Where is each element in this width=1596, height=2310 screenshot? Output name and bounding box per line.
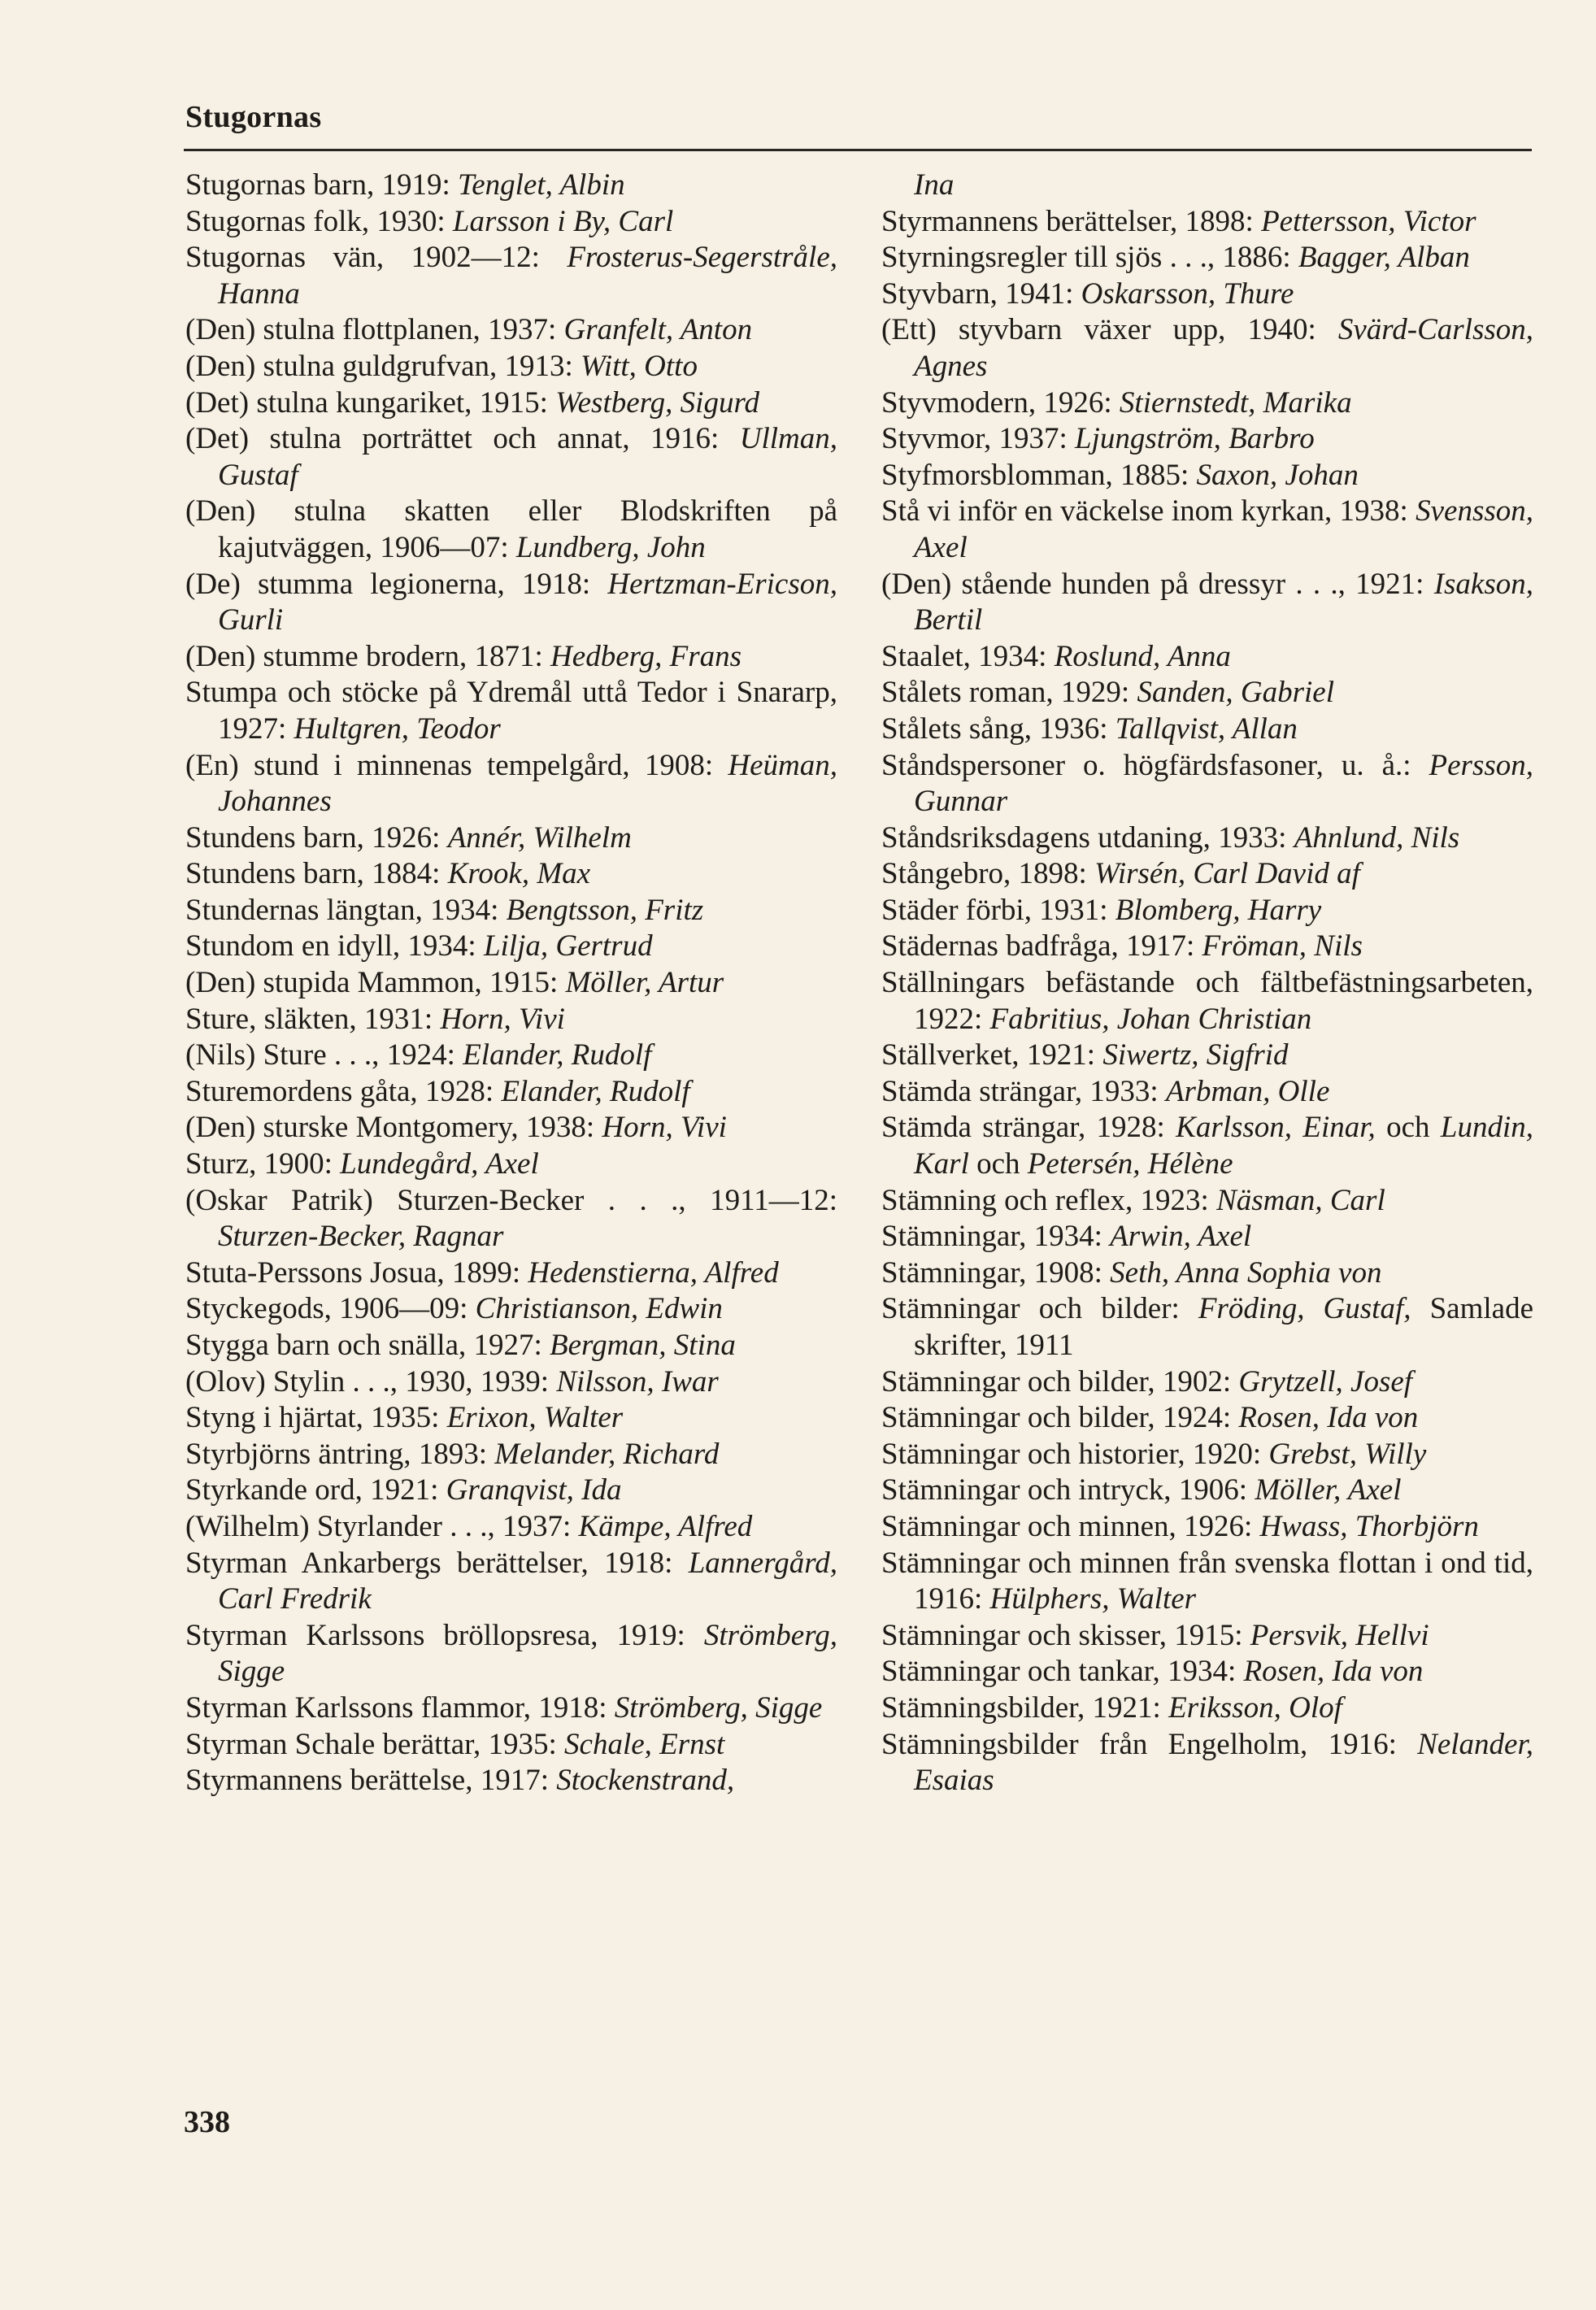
- page-number: 338: [184, 2105, 230, 2139]
- entry-title: Ställningars befästande och fältbefästningsarbeten, 1922:: [881, 966, 1533, 1036]
- entry-title: (Den) sturske Montgomery, 1938:: [185, 1111, 602, 1145]
- entry-author: Rosen, Ida von: [1238, 1401, 1419, 1435]
- index-entry: [185, 820, 837, 857]
- entry-author: Sanden, Gabriel: [1137, 676, 1334, 710]
- index-entry: [881, 675, 1533, 711]
- entry-author: Ljungström, Barbro: [1075, 422, 1315, 456]
- index-entry: [881, 1364, 1533, 1401]
- index-entry: [881, 1690, 1533, 1727]
- entry-author: Oskarsson, Thure: [1081, 276, 1294, 311]
- index-entry: [185, 1074, 837, 1111]
- entry-title: (Nils) Sture . . ., 1924:: [185, 1038, 463, 1072]
- entry-author: Grebst, Willy: [1268, 1437, 1427, 1471]
- entry-author: Blomberg, Harry: [1115, 893, 1322, 927]
- index-entry: [881, 1255, 1533, 1292]
- entry-title: Stämningar och skisser, 1915:: [881, 1618, 1250, 1652]
- entry-title: Stämningsbilder från Engelholm, 1916:: [881, 1727, 1418, 1761]
- index-entry: [185, 639, 837, 676]
- entry-author: Fröding, Gustaf,: [1198, 1292, 1411, 1326]
- entry-title: Styfmorsblomman, 1885:: [881, 458, 1197, 492]
- entry-title: (Den) stulna flottplanen, 1937:: [185, 313, 564, 347]
- entry-author: Hülphers, Walter: [989, 1582, 1197, 1616]
- index-entry: [881, 1727, 1533, 1799]
- index-entry: [185, 675, 837, 747]
- entry-title: Staalet, 1934:: [881, 639, 1055, 673]
- index-entry: [185, 1255, 837, 1292]
- entry-author: Lundberg, John: [515, 530, 706, 564]
- index-entry: [185, 567, 837, 639]
- entry-author: Hultgren, Teodor: [294, 711, 501, 746]
- entry-title: Stämning och reflex, 1923:: [881, 1183, 1217, 1217]
- index-entry: [185, 204, 837, 241]
- entry-author: Elander, Rudolf: [463, 1038, 652, 1072]
- entry-title: Stuta-Perssons Josua, 1899:: [185, 1255, 528, 1290]
- index-entry: [881, 929, 1533, 965]
- index-entry: [185, 1038, 837, 1074]
- entry-title: Styng i hjärtat, 1935:: [185, 1401, 447, 1435]
- index-entry: [881, 748, 1533, 820]
- entry-title: Stundernas längtan, 1934:: [185, 893, 507, 927]
- entry-title: Sturemordens gåta, 1928:: [185, 1074, 502, 1108]
- entry-author: Horn, Vivi: [440, 1002, 565, 1036]
- entry-title: Stångebro, 1898:: [881, 857, 1095, 891]
- entry-author: Möller, Artur: [565, 966, 724, 1000]
- entry-title: Stumpa och stöcke på Ydremål uttå Tedor i Snararp, 1927:: [185, 676, 837, 746]
- entry-author: Strömberg, Sigge: [614, 1690, 823, 1725]
- entry-title: Styrman Karlssons bröllopsresa, 1919:: [185, 1618, 704, 1652]
- index-entry: [185, 1727, 837, 1764]
- running-header: Stugornas: [185, 100, 322, 134]
- entry-author: Strömberg, Sigge: [218, 1618, 837, 1689]
- entry-author: Heüman, Johannes: [218, 748, 837, 819]
- entry-title: Styrman Karlssons flammor, 1918:: [185, 1690, 615, 1725]
- index-entry: [185, 1618, 837, 1690]
- index-entry: [185, 349, 837, 385]
- entry-author: Tallqvist, Allan: [1115, 711, 1298, 746]
- index-entry: [881, 1473, 1533, 1509]
- entry-title: (Den) stulna skatten eller Blodskriften på kajutväggen, 1906—07:: [185, 494, 837, 564]
- entry-title: Styvmor, 1937:: [881, 422, 1076, 456]
- index-entry: [881, 458, 1533, 494]
- index-entry: [881, 204, 1533, 241]
- entry-title: Stämningar och minnen, 1926:: [881, 1509, 1260, 1543]
- index-entry: [881, 1038, 1533, 1074]
- index-entry: [881, 385, 1533, 422]
- entry-title: Sturz, 1900:: [185, 1147, 341, 1181]
- entry-author: Frosterus-Segerstråle, Hanna: [218, 241, 837, 311]
- entry-author: Larsson i By, Carl: [452, 204, 674, 238]
- entry-author: Krook, Max: [447, 857, 591, 891]
- index-entry: [185, 748, 837, 820]
- entry-author: Wirsén, Carl David af: [1094, 857, 1360, 891]
- entry-author: Eriksson, Olof: [1168, 1690, 1342, 1725]
- entry-title: Stålets sång, 1936:: [881, 711, 1115, 746]
- entry-title: Styrman Schale berättar, 1935:: [185, 1727, 565, 1761]
- entry-title: (Ett) styvbarn växer upp, 1940:: [881, 313, 1338, 347]
- entry-title: Stämda strängar, 1928:: [881, 1111, 1176, 1145]
- entry-title: Stämningar, 1934:: [881, 1220, 1111, 1254]
- entry-title: Styrmannens berättelse, 1917:: [185, 1764, 557, 1798]
- entry-title: (Den) stumme brodern, 1871:: [185, 639, 551, 673]
- index-entry: [881, 276, 1533, 313]
- index-entry: [881, 494, 1533, 566]
- entry-title: Stugornas barn, 1919:: [185, 168, 459, 202]
- entry-author: Nelander, Esaias: [914, 1727, 1533, 1798]
- entry-title: Ståndsriksdagens utdaning, 1933:: [881, 820, 1294, 855]
- entry-title: (Det) stulna porträttet och annat, 1916:: [185, 422, 740, 456]
- entry-author: Arbman, Olle: [1165, 1074, 1330, 1108]
- entry-author: Bengtsson, Fritz: [506, 893, 704, 927]
- entry-title: Stämningar, 1908:: [881, 1255, 1111, 1290]
- entry-author: Sturzen-Becker, Ragnar: [218, 1220, 504, 1254]
- entry-title: Styvbarn, 1941:: [881, 276, 1081, 311]
- entry-author: Hertzman-Ericson, Gurli: [218, 567, 837, 637]
- index-entry: [185, 929, 837, 965]
- entry-author: Lannergård, Carl Fredrik: [218, 1546, 837, 1616]
- index-entry: [881, 639, 1533, 676]
- entry-author: Persvik, Hellvi: [1250, 1618, 1429, 1652]
- entry-author: Hedenstierna, Alfred: [528, 1255, 779, 1290]
- entry-title: Stålets roman, 1929:: [881, 676, 1137, 710]
- entry-author: Granfelt, Anton: [563, 313, 753, 347]
- entry-title: Styrmannens berättelser, 1898:: [881, 204, 1262, 238]
- entry-author: Pettersson, Victor: [1261, 204, 1476, 238]
- entry-author: Stockenstrand,: [556, 1764, 735, 1798]
- entry-author: Witt, Otto: [581, 349, 698, 383]
- entry-author: Melander, Richard: [494, 1437, 720, 1471]
- index-entry: [185, 167, 837, 204]
- entry-author: Persson, Gunnar: [914, 748, 1533, 819]
- entry-author: Granqvist, Ida: [446, 1473, 622, 1507]
- entry-author: Bagger, Alban: [1298, 241, 1470, 275]
- index-entry: [881, 1183, 1533, 1220]
- entry-title: Ståndspersoner o. högfärdsfasoner, u. å.:: [881, 748, 1429, 782]
- entry-title: Stämda strängar, 1933:: [881, 1074, 1166, 1108]
- entry-author: Isakson, Bertil: [914, 567, 1533, 637]
- entry-title: (De) stumma legionerna, 1918:: [185, 567, 608, 601]
- index-entry: [881, 312, 1533, 385]
- entry-author: Bergman, Stina: [550, 1329, 736, 1362]
- entry-author: Näsman, Carl: [1216, 1183, 1385, 1217]
- entry-author: Schale, Ernst: [564, 1727, 725, 1761]
- index-entry: [185, 1328, 837, 1364]
- index-entry: [185, 1473, 837, 1509]
- entry-author: Ullman, Gustaf: [218, 422, 837, 492]
- entry-author: Stiernstedt, Marika: [1119, 385, 1352, 420]
- entry-title: Stämningar och historier, 1920:: [881, 1437, 1269, 1471]
- entry-author: Annér, Wilhelm: [447, 820, 632, 855]
- index-entry: [881, 567, 1533, 639]
- index-entry: [185, 1146, 837, 1183]
- entry-title: (Den) stupida Mammon, 1915:: [185, 966, 566, 1000]
- entry-title: (Det) stulna kungariket, 1915:: [185, 385, 556, 420]
- index-entry: [881, 1509, 1533, 1546]
- index-entry: [185, 1763, 837, 1799]
- entry-author: Christianson, Edwin: [475, 1292, 723, 1326]
- entry-title: Sture, släkten, 1931:: [185, 1002, 441, 1036]
- entry-connector: och: [968, 1147, 1028, 1181]
- entry-connector: och: [1375, 1111, 1441, 1145]
- entry-author: Siwertz, Sigfrid: [1102, 1038, 1289, 1072]
- index-entry: [185, 494, 837, 566]
- index-entry: [881, 820, 1533, 857]
- entry-title: Styvmodern, 1926:: [881, 385, 1120, 420]
- index-entry: [185, 421, 837, 494]
- entry-author: Elander, Rudolf: [501, 1074, 690, 1108]
- entry-author: Svensson, Axel: [914, 494, 1533, 564]
- entry-title: Styckegods, 1906—09:: [185, 1292, 476, 1326]
- index-entry: [185, 1291, 837, 1328]
- entry-author: Lundin, Karl: [914, 1111, 1533, 1181]
- index-entry: [881, 893, 1533, 929]
- index-entry: [185, 1690, 837, 1727]
- index-entry: [881, 1110, 1533, 1182]
- index-entry: [185, 965, 837, 1002]
- index-entry: [185, 240, 837, 312]
- entry-suffix: Samlade skrifter, 1911: [914, 1292, 1534, 1362]
- entry-title: Stundom en idyll, 1934:: [185, 929, 484, 964]
- entry-author: Fröman, Nils: [1202, 929, 1363, 964]
- index-entry: [881, 1546, 1533, 1618]
- entry-author: Karlsson, Einar,: [1176, 1111, 1376, 1145]
- entry-title: (Den) stulna guldgrufvan, 1913:: [185, 349, 581, 383]
- header-rule: [184, 149, 1532, 151]
- entry-title: Stundens barn, 1884:: [185, 857, 448, 891]
- entry-author: Möller, Axel: [1255, 1473, 1402, 1507]
- entry-title: Stämningar och tankar, 1934:: [881, 1655, 1244, 1689]
- index-entry: [881, 1618, 1533, 1655]
- right-column: [881, 167, 1533, 1799]
- entry-title: Stämningsbilder, 1921:: [881, 1690, 1169, 1725]
- entry-author: Ina: [914, 168, 955, 202]
- entry-title: Stundens barn, 1926:: [185, 820, 448, 855]
- entry-author: Rosen, Ida von: [1243, 1655, 1424, 1689]
- entry-author: Lundegård, Axel: [340, 1147, 539, 1181]
- entry-title: (Olov) Stylin . . ., 1930, 1939:: [185, 1364, 557, 1399]
- entry-author: Westberg, Sigurd: [555, 385, 759, 420]
- entry-author: Kämpe, Alfred: [578, 1509, 753, 1543]
- index-entry: [881, 1074, 1533, 1111]
- left-column: [185, 167, 837, 1799]
- entry-author: Tenglet, Albin: [458, 168, 625, 202]
- entry-title: (Wilhelm) Styrlander . . ., 1937:: [185, 1509, 579, 1543]
- entry-title: Stå vi inför en väckelse inom kyrkan, 1938:: [881, 494, 1416, 529]
- index-entry: [185, 1546, 837, 1618]
- index-entry: [881, 1219, 1533, 1255]
- entry-author: Nilsson, Iwar: [556, 1364, 719, 1399]
- index-entry: [185, 1509, 837, 1546]
- index-entry: [881, 240, 1533, 276]
- index-entry: [185, 1002, 837, 1038]
- entry-title: (Oskar Patrik) Sturzen-Becker . . ., 1911—12:: [185, 1183, 837, 1217]
- index-entry: [881, 711, 1533, 748]
- entry-title: Städernas badfråga, 1917:: [881, 929, 1202, 964]
- entry-title: Stämningar och bilder:: [881, 1292, 1198, 1326]
- index-entry: [881, 1654, 1533, 1690]
- entry-author: Hedberg, Frans: [550, 639, 742, 673]
- index-entry: [185, 312, 837, 349]
- index-entry: [185, 1437, 837, 1473]
- entry-title: Stugornas folk, 1930:: [185, 204, 453, 238]
- entry-title: Stämningar och bilder, 1924:: [881, 1401, 1239, 1435]
- entry-title: Stämningar och minnen från svenska flottan i ond tid, 1916:: [881, 1546, 1533, 1616]
- index-entry: [185, 1110, 837, 1146]
- index-entry: [185, 1400, 837, 1437]
- index-entry: [881, 421, 1533, 458]
- entry-author: Hwass, Thorbjörn: [1259, 1509, 1479, 1543]
- index-entry: [185, 893, 837, 929]
- entry-author: Erixon, Walter: [446, 1401, 624, 1435]
- continuation-line: [881, 167, 1533, 204]
- entry-title: Stugornas vän, 1902—12:: [185, 241, 568, 275]
- entry-title: (Den) stående hunden på dressyr . . ., 1921:: [881, 567, 1434, 601]
- entry-author: Petersén, Hélène: [1027, 1147, 1233, 1181]
- entry-author: Saxon, Johan: [1196, 458, 1359, 492]
- entry-title: Styrningsregler till sjös . . ., 1886:: [881, 241, 1298, 275]
- entry-author: Grytzell, Josef: [1238, 1364, 1413, 1399]
- index-entry: [881, 1400, 1533, 1437]
- index-entry: [881, 965, 1533, 1038]
- index-entry: [185, 1364, 837, 1401]
- entry-author: Seth, Anna Sophia von: [1110, 1255, 1382, 1290]
- entry-title: (En) stund i minnenas tempelgård, 1908:: [185, 748, 728, 782]
- index-entry: [881, 1291, 1533, 1364]
- entry-author: Roslund, Anna: [1054, 639, 1231, 673]
- entry-title: Stämningar och intryck, 1906:: [881, 1473, 1255, 1507]
- entry-title: Städer förbi, 1931:: [881, 893, 1115, 927]
- entry-title: Styrman Ankarbergs berättelser, 1918:: [185, 1546, 689, 1580]
- entry-title: Styrkande ord, 1921:: [185, 1473, 446, 1507]
- entry-author: Lilja, Gertrud: [483, 929, 653, 964]
- entry-title: Stämningar och bilder, 1902:: [881, 1364, 1239, 1399]
- entry-title: Styrbjörns äntring, 1893:: [185, 1437, 495, 1471]
- entry-author: Horn, Vivi: [602, 1111, 727, 1145]
- entry-title: Stygga barn och snälla, 1927:: [185, 1329, 550, 1362]
- index-entry: [185, 856, 837, 893]
- index-entry: [185, 1183, 837, 1255]
- index-entry: [881, 856, 1533, 893]
- entry-author: Ahnlund, Nils: [1294, 820, 1460, 855]
- entry-author: Svärd-Carlsson, Agnes: [914, 313, 1533, 383]
- entry-author: Fabritius, Johan Christian: [989, 1002, 1312, 1036]
- index-entry: [881, 1437, 1533, 1473]
- index-entry: [185, 385, 837, 422]
- entry-author: Arwin, Axel: [1110, 1220, 1252, 1254]
- entry-title: Ställverket, 1921:: [881, 1038, 1103, 1072]
